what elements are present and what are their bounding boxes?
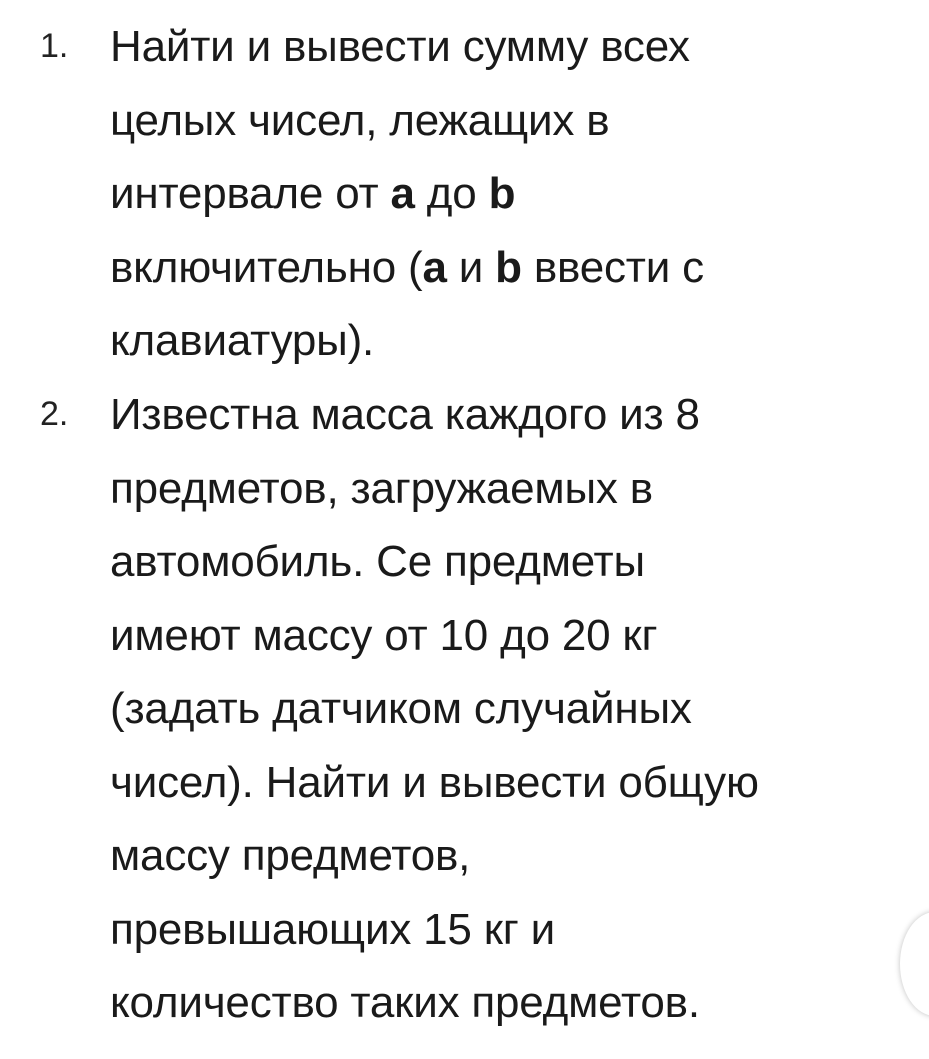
text-run: Найти и вывести сумму всех bbox=[110, 22, 690, 71]
text-run: (задать датчиком случайных bbox=[110, 684, 692, 733]
text-line bbox=[110, 452, 910, 526]
text-line bbox=[110, 893, 910, 967]
text-line bbox=[110, 378, 910, 452]
text-line bbox=[110, 304, 910, 378]
list-item-text bbox=[110, 378, 910, 1040]
text-run: имеют массу от 10 до 20 кг bbox=[110, 610, 658, 660]
variable-b: b bbox=[495, 242, 522, 292]
text-line bbox=[110, 157, 910, 231]
text-run: включительно ( bbox=[110, 242, 423, 292]
text-line bbox=[110, 672, 910, 746]
text-run: Известна масса каждого из 8 bbox=[110, 390, 700, 439]
text-run: целых чисел, лежащих в bbox=[110, 95, 610, 145]
text-line bbox=[110, 84, 910, 158]
text-line bbox=[110, 231, 910, 305]
text-run: автомобиль. Се предметы bbox=[110, 537, 645, 586]
variable-a: a bbox=[422, 242, 447, 292]
text-line bbox=[110, 599, 910, 673]
text-run: количество таких предметов. bbox=[110, 978, 700, 1027]
text-line bbox=[110, 819, 910, 893]
text-line bbox=[110, 966, 910, 1040]
text-line bbox=[110, 10, 910, 84]
text-run: массу предметов, bbox=[110, 831, 471, 880]
text-line bbox=[110, 525, 910, 599]
list-number: 2. bbox=[40, 395, 69, 433]
variable-b: b bbox=[488, 169, 516, 218]
text-run: предметов, загружаемых в bbox=[110, 463, 653, 513]
text-line bbox=[110, 746, 910, 820]
text-run: ввести с bbox=[521, 242, 704, 292]
text-run: до bbox=[414, 169, 489, 218]
text-run: чисел). Найти и вывести общую bbox=[110, 757, 759, 807]
text-run: интервале от bbox=[110, 169, 391, 218]
variable-a: a bbox=[390, 169, 415, 218]
list-number: 1. bbox=[40, 27, 69, 65]
list-item-text bbox=[110, 10, 910, 378]
text-run: превышающих 15 кг и bbox=[110, 904, 556, 954]
text-run: и bbox=[446, 242, 496, 292]
text-run: клавиатуры). bbox=[110, 316, 375, 365]
